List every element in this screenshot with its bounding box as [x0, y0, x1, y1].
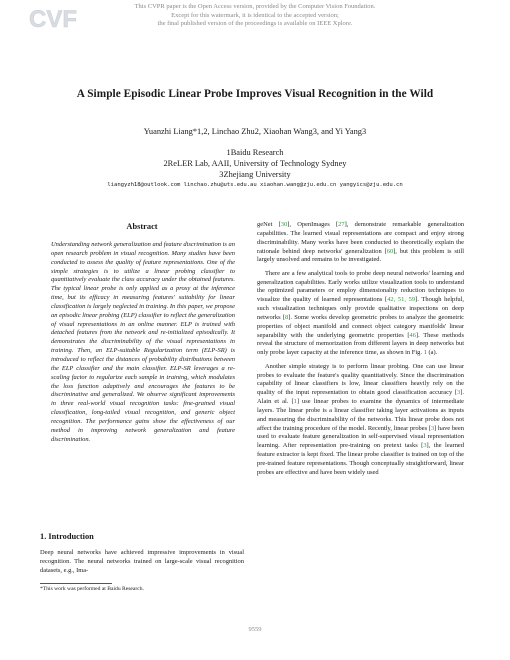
right-column — [257, 221, 464, 482]
citation-link[interactable]: 42, 51, 59 — [387, 296, 416, 304]
author-emails: liangyzh18@outlook.com linchao.zhu@uts.edu.au xiaohan.wang@zju.edu.cn yangyics@zju.edu.cn — [107, 182, 403, 188]
footnote-divider — [40, 583, 112, 584]
author-list: Yuanzhi Liang*1,2, Linchao Zhu2, Xiaohan Wang3, and Yi Yang3 — [143, 127, 367, 136]
citation-link[interactable]: 27 — [338, 221, 345, 228]
notice-line: This CVPR paper is the Open Access version, provided by the Computer Vision Foundation. — [134, 3, 376, 10]
paper-title: A Simple Episodic Linear Probe Improves Visual Recognition in the Wild — [76, 88, 434, 100]
introduction-text: Deep neural networks have achieved impressive improvements in visual recognition. The neural networks trained on large-scale visual recognition datasets, e.g., Ima- — [40, 549, 244, 574]
notice-line: Except for this watermark, it is identical to the accepted version; — [171, 11, 339, 19]
citation-link[interactable]: 60 — [386, 247, 394, 255]
paragraph: Another simple strategy is to perform linear probing. One can use linear probes to evaluate the feature's quality quantitatively. Since the discrimination capability of linear classifiers is low, linear classifiers heavily rely on the quality of the input representation to obtain good classification accuracy [3]. Alain et al. [1] use linear probes to examine the dynamics of intermediate layers. The linear probe is a linear classifier taking layer activations as inputs and measuring the discriminability of the networks. This linear probe does not affect the training procedure of the model. Recently, linear probes [3] have been used to evaluate feature generalization in self-supervised visual representation learning. After representation pre-training on pretext tasks [3], the learned feature extractor is kept fixed. The linear probe classifier is trained on top of the pre-trained feature representations. Though conceptually straightforward, linear probes are effective and have been widely used — [257, 362, 465, 476]
page-number: 9559 — [248, 626, 262, 633]
citation-link[interactable]: 3 — [423, 442, 427, 450]
affiliation-1: 1Baidu Research — [226, 148, 284, 157]
open-access-notice — [0, 3, 510, 29]
notice-line: the final published version of the proceedings is available on IEEE Xplore. — [157, 20, 353, 28]
figure-link[interactable]: 1 — [423, 349, 427, 357]
citation-link[interactable]: 3 — [430, 424, 435, 432]
abstract-heading: Abstract — [126, 222, 158, 231]
svg-text:CVF: CVF — [29, 6, 77, 32]
affiliation-2: 2ReLER Lab, AAII, University of Technology Sydney — [163, 159, 347, 168]
footnote: *This work was performed at Baidu Research. — [40, 586, 144, 592]
section-heading-introduction: 1. Introduction — [40, 532, 94, 541]
affiliation-3: 3Zhejiang University — [219, 170, 291, 179]
abstract-text: Understanding network generalization and feature discrimination is an open research problem in visual recognition. Many studies have been conducted to assess the quality of feature representations. One of the simple strategies is to utilize a linear probing classifier to quantitatively evaluate the class accuracy under the obtained features. The typical linear probe is only applied as a proxy at the inference time, but its efficacy in measuring features' suitability for linear classification is largely neglected in training. In this paper, we propose an episodic linear probing (ELP) classifier to reflect the generalization of visual representations in an online manner. ELP is trained with detached features from the network and re-initialized episodically. It demonstrates the discriminability of the visual representations in training. Then, an ELP-suitable Regularization term (ELP-SR) is introduced to reflect the distances of probability distributions between the ELP classifier and the main classifier. ELP-SR leverages a re-scaling factor to regularize each sample in training, which modulates the loss function adaptively and encourages the features to be discriminative and generalized. We observe significant improvements in three real-world visual recognition tasks: fine-grained visual classification, long-tailed visual recognition, and generic object recognition. The performance gains show the effectiveness of our method in improving network generalization and feature discrimination. — [51, 241, 235, 443]
citation-link[interactable]: 1 — [293, 398, 297, 406]
citation-link[interactable]: 46 — [409, 331, 416, 339]
citation-link[interactable]: 8 — [284, 313, 289, 321]
paragraph: There are a few analytical tools to probe deep neural networks' learning and generalization capabilities. Early works utilize visualization tools to understand the optimized parameters or employ dimensionality reduction techniques to visualize the quality of learned representations [42, 51, 59]. Though helpful, such visualization techniques only provide qualitative inspections on deep networks [8]. Some works develop geometric probes to analyze the geometric properties of object manifold and connect object category manifolds' linear separability with the underlying geometric properties [46]. These methods reveal the structure of memorization from different layers in deep networks but only probe layer capacity at the inference time, as shown in Fig. 1 (a). — [257, 269, 464, 357]
citation-link[interactable]: 3 — [457, 389, 461, 397]
paragraph: geNet [30], OpenImages [27], demonstrate remarkable generalization capabilities. The learned visual representations are compact and enjoy strong discriminability. Many works have been conducted to theoretically explain the rationale behind deep networks' generalization [60], but this problem is still largely unsolved and remains to be investigated. — [257, 221, 465, 264]
citation-link[interactable]: 30 — [280, 221, 288, 228]
